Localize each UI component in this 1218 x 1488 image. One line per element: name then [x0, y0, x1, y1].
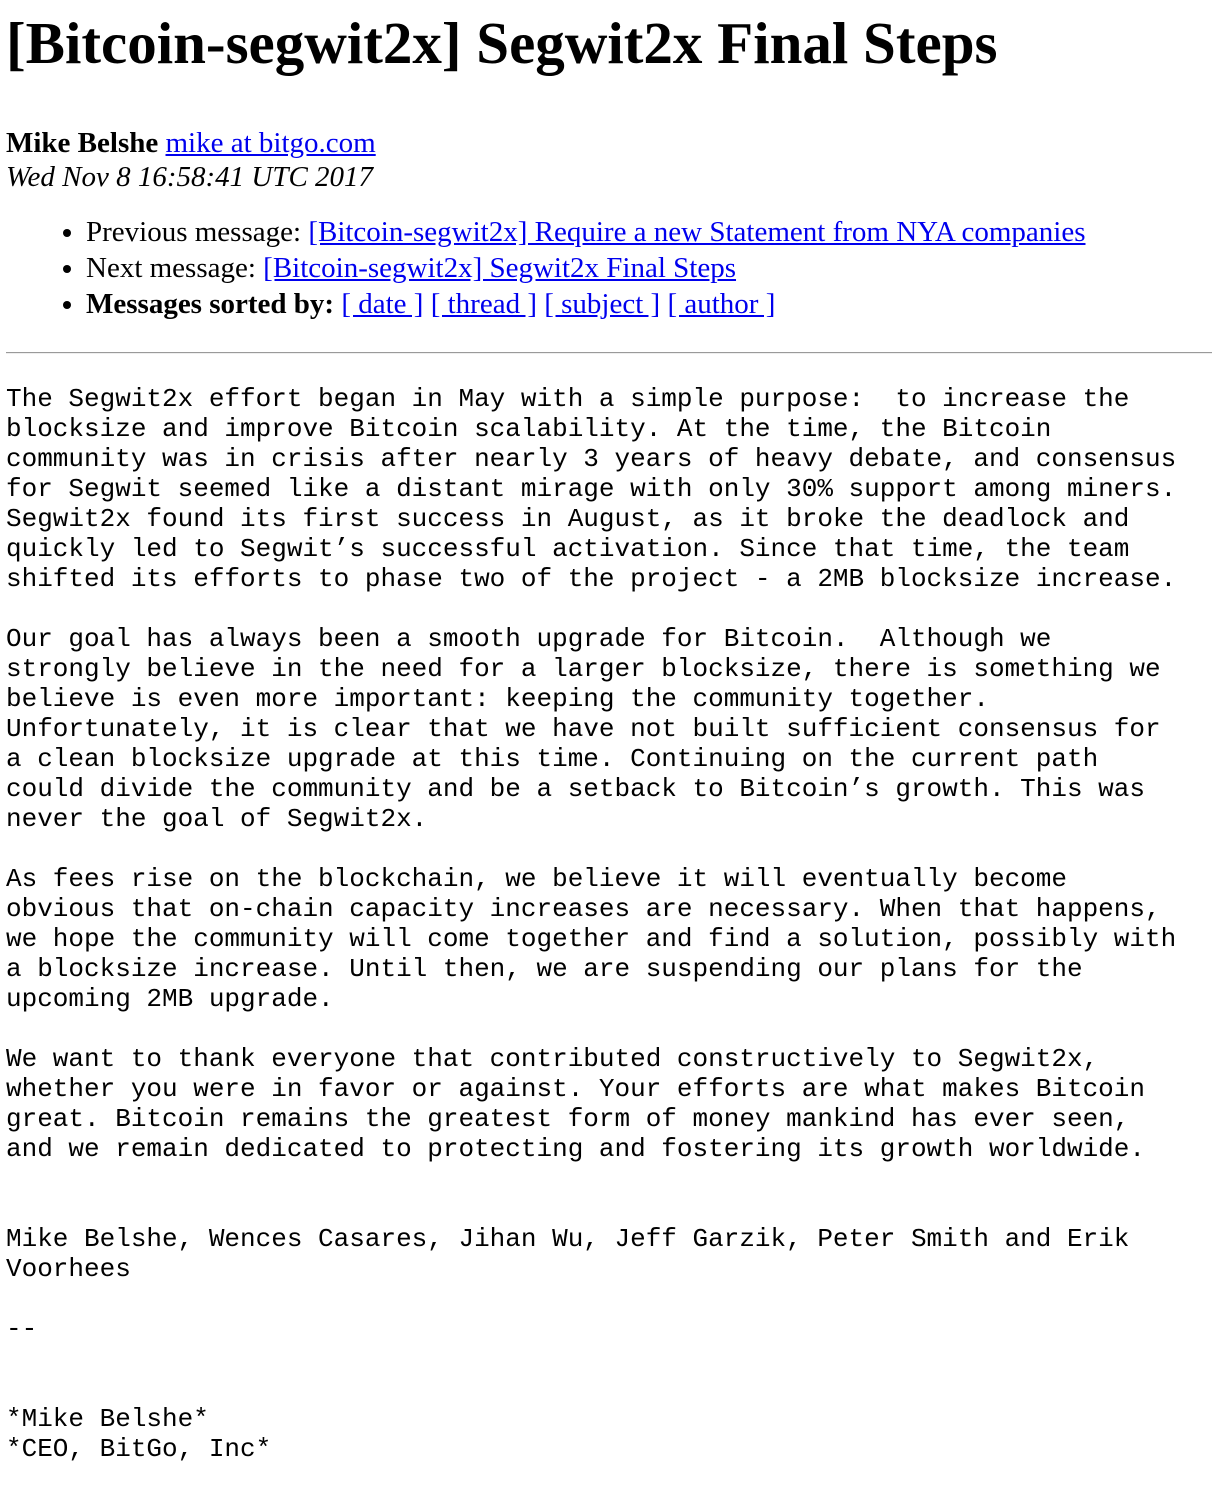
sort-by-subject-link[interactable]: [ subject ]	[544, 288, 661, 320]
author-email-link[interactable]: mike at bitgo.com	[165, 127, 376, 159]
previous-message-link[interactable]: [Bitcoin-segwit2x] Require a new Statement from NYA companies	[308, 216, 1086, 248]
previous-message-item	[86, 214, 1212, 250]
next-message-label: Next message:	[86, 252, 256, 284]
message-meta	[6, 126, 1212, 194]
sort-options-item	[86, 286, 1212, 322]
message-date: Wed Nov 8 16:58:41 UTC 2017	[6, 161, 374, 193]
author-name: Mike Belshe	[6, 127, 159, 159]
previous-message-label: Previous message:	[86, 216, 302, 248]
sort-by-thread-link[interactable]: [ thread ]	[430, 288, 537, 320]
sorted-by-label: Messages sorted by:	[86, 288, 335, 320]
page-title: [Bitcoin-segwit2x] Segwit2x Final Steps	[6, 10, 998, 76]
message-navigation	[6, 214, 1212, 322]
header-divider	[6, 352, 1212, 354]
page	[0, 8, 1218, 1464]
sort-by-date-link[interactable]: [ date ]	[341, 288, 424, 320]
author-line	[6, 126, 1212, 160]
next-message-link[interactable]: [Bitcoin-segwit2x] Segwit2x Final Steps	[263, 252, 737, 284]
message-body: The Segwit2x effort began in May with a simple purpose: to increase the blocksize and improve Bitcoin scalability. At the time, the Bitcoin community was in crisis after nearly 3 years of heavy debate, and consensus for Segwit seemed like a distant mirage with only 30% support among miners. Segwit2x found its first success in August, as it broke the deadlock and quickly led to Segwit’s successful activation. Since that time, the team shifted its efforts to phase two of the project - a 2MB blocksize increase. Our goal has always been a smooth upgrade for Bitcoin. Although we strongly believe in the need for a larger blocksize, there is something we believe is even more important: keeping the community together. Unfortunately, it is clear that we have not built sufficient consensus for a clean blocksize upgrade at this time. Continuing on the current path could divide the community and be a setback to Bitcoin’s growth. This was never the goal of Segwit2x. As fees rise on the blockchain, we believe it will eventually become obvious that on-chain capacity increases are necessary. When that happens, we hope the community will come together and find a solution, possibly with a blocksize increase. Until then, we are suspending our plans for the upcoming 2MB upgrade. We want to thank everyone that contributed constructively to Segwit2x, whether you were in favor or against. Your efforts are what makes Bitcoin great. Bitcoin remains the greatest form of money mankind has ever seen, and we remain dedicated to protecting and fostering its growth worldwide. Mike Belshe, Wences Casares, Jihan Wu, Jeff Garzik, Peter Smith and Erik Voorhees -- *Mike Belshe* *CEO, BitGo, Inc*	[6, 384, 1177, 1464]
sort-by-author-link[interactable]: [ author ]	[667, 288, 776, 320]
next-message-item	[86, 250, 1212, 286]
